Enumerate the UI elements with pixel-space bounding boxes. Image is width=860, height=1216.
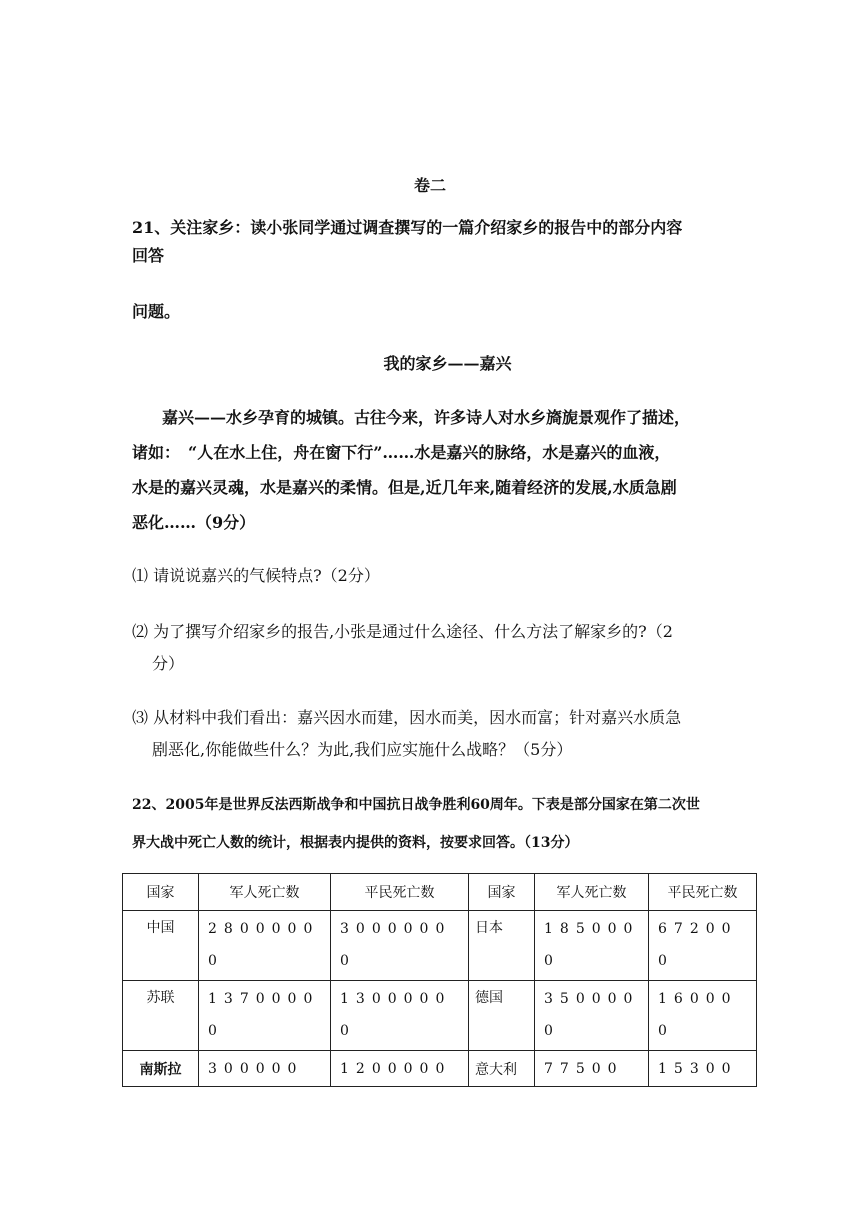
sub-question-3-text: ⑶ 从材料中我们看出：嘉兴因水而建，因水而美，因水而富；针对嘉兴水质急 bbox=[132, 708, 682, 727]
material-line: 水是的嘉兴灵魂，水是嘉兴的柔情。但是,近几年来,随着经济的发展,水质急剧 bbox=[132, 478, 677, 497]
civilian-deaths-cell: 15300 bbox=[649, 1051, 757, 1087]
military-deaths-cell: 1850000 bbox=[535, 911, 649, 981]
country-cell: 意大利 bbox=[469, 1051, 535, 1087]
sub-question-2 bbox=[132, 616, 742, 680]
sub-question-2-text: ⑵ 为了撰写介绍家乡的报告,小张是通过什么途径、什么方法了解家乡的?（2 bbox=[132, 622, 673, 641]
question-21-stem-end: 问题。 bbox=[132, 302, 181, 321]
sub-question-1 bbox=[132, 560, 742, 592]
table-header-cell: 国家 bbox=[123, 874, 199, 911]
table-header-cell: 平民死亡数 bbox=[331, 874, 469, 911]
sub-question-3-text-continued: 剧恶化,你能做些什么？为此,我们应实施什么战略？（5分） bbox=[152, 740, 573, 759]
table-header-cell: 军人死亡数 bbox=[535, 874, 649, 911]
question-22-line: 界大战中死亡人数的统计，根据表内提供的资料，按要求回答。（13分） bbox=[132, 835, 579, 851]
question-21-stem-continued: 回答 bbox=[132, 246, 165, 265]
reading-material bbox=[132, 400, 730, 540]
military-deaths-cell: 28000000 bbox=[199, 911, 331, 981]
civilian-deaths-cell: 1200000 bbox=[331, 1051, 469, 1087]
report-title: 我的家乡——嘉兴 bbox=[383, 354, 512, 373]
military-deaths-cell: 3500000 bbox=[535, 981, 649, 1051]
table-header-cell: 国家 bbox=[469, 874, 535, 911]
question-22-stem bbox=[132, 786, 742, 862]
material-line: 恶化……（9分） bbox=[132, 513, 256, 532]
country-cell: 南斯拉 bbox=[123, 1051, 199, 1087]
table-header-cell: 军人死亡数 bbox=[199, 874, 331, 911]
military-deaths-cell: 13700000 bbox=[199, 981, 331, 1051]
table-row bbox=[123, 981, 757, 1051]
civilian-deaths-cell: 672000 bbox=[649, 911, 757, 981]
ww2-casualties-table bbox=[122, 873, 757, 1087]
sub-question-2-text-continued: 分） bbox=[152, 654, 185, 673]
civilian-deaths-cell: 13000000 bbox=[331, 981, 469, 1051]
military-deaths-cell: 300000 bbox=[199, 1051, 331, 1087]
country-cell: 中国 bbox=[123, 911, 199, 981]
country-cell: 德国 bbox=[469, 981, 535, 1051]
question-21-stem: 21、关注家乡：读小张同学通过调查撰写的一篇介绍家乡的报告中的部分内容 bbox=[132, 218, 683, 237]
question-22-line: 22、2005年是世界反法西斯战争和中国抗日战争胜利60周年。下表是部分国家在第二次世 bbox=[132, 797, 700, 813]
material-line: 嘉兴——水乡孕育的城镇。古往今来，许多诗人对水乡旖旎景观作了描述， bbox=[162, 408, 691, 427]
section-title: 卷二 bbox=[413, 176, 446, 195]
country-cell: 日本 bbox=[469, 911, 535, 981]
civilian-deaths-cell: 30000000 bbox=[331, 911, 469, 981]
sub-question-3 bbox=[132, 702, 742, 766]
table-header-cell: 平民死亡数 bbox=[649, 874, 757, 911]
sub-question-1-text: ⑴ 请说说嘉兴的气候特点?（2分） bbox=[132, 566, 380, 585]
military-deaths-cell: 77500 bbox=[535, 1051, 649, 1087]
country-cell: 苏联 bbox=[123, 981, 199, 1051]
material-line: 诸如： “人在水上住，舟在窗下行”……水是嘉兴的脉络，水是嘉兴的血液， bbox=[132, 443, 671, 462]
table-row bbox=[123, 911, 757, 981]
table-header-row bbox=[123, 874, 757, 911]
table-row bbox=[123, 1051, 757, 1087]
civilian-deaths-cell: 160000 bbox=[649, 981, 757, 1051]
